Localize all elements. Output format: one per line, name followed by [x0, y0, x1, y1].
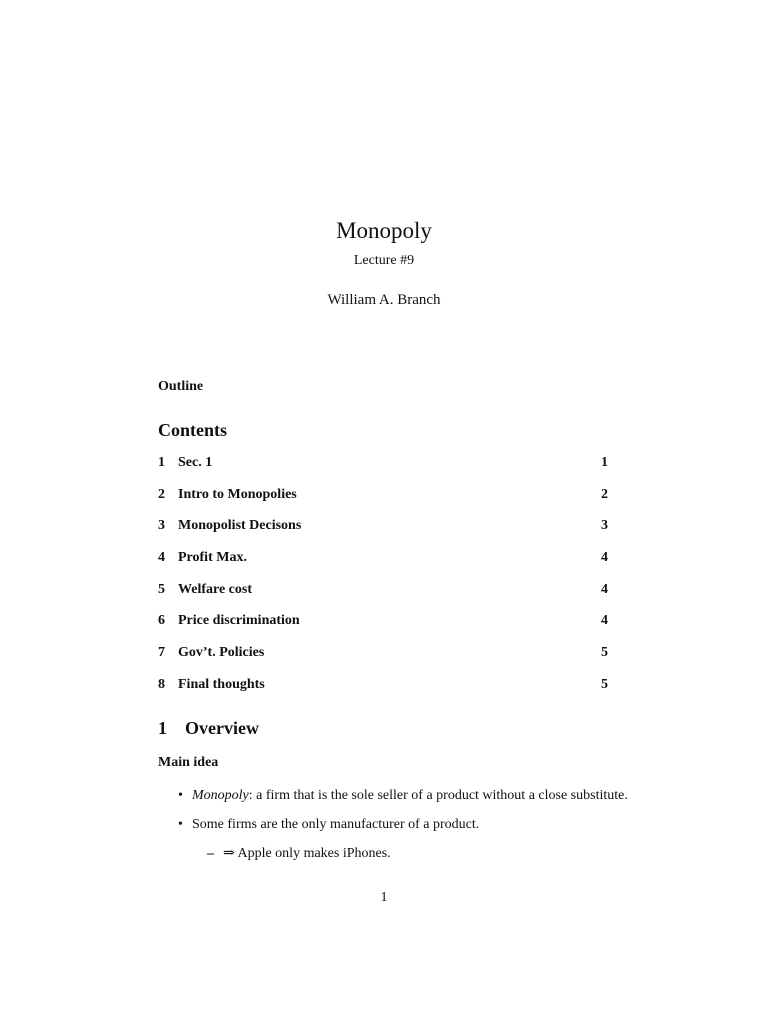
- toc-entry-1[interactable]: [158, 454, 610, 486]
- bullet-text: Some firms are the only manufacturer of a product.: [192, 817, 480, 832]
- toc-label: Gov’t. Policies: [178, 645, 265, 661]
- dash-icon: –: [207, 846, 214, 861]
- bullet-icon: •: [178, 817, 183, 832]
- section-title: Overview: [185, 718, 259, 738]
- toc-entry-3[interactable]: [158, 517, 610, 549]
- toc-page: 5: [601, 676, 608, 692]
- toc-label: Sec. 1: [178, 455, 213, 470]
- toc-entry-6[interactable]: [158, 612, 610, 644]
- toc-number: 1: [158, 455, 165, 470]
- outline-label: Outline: [158, 379, 204, 394]
- bullet-term: Monopoly: [192, 788, 249, 803]
- toc-label: Welfare cost: [178, 581, 252, 597]
- sub-bullet-item: [207, 845, 391, 863]
- toc-number: 4: [158, 550, 165, 566]
- toc-label: Monopolist Decisons: [178, 518, 302, 534]
- document-title: Monopoly: [336, 218, 432, 243]
- toc-page: 3: [601, 518, 608, 534]
- toc-page: 4: [601, 581, 608, 597]
- toc-page: 4: [601, 550, 608, 566]
- bullet-icon: •: [178, 788, 183, 803]
- toc-label: Final thoughts: [178, 676, 265, 692]
- toc-number: 6: [158, 613, 165, 629]
- section-number: 1: [158, 718, 167, 738]
- toc-label: Intro to Monopolies: [178, 486, 297, 502]
- sub-bullet-text: Apple only makes iPhones.: [237, 846, 391, 861]
- subsection-heading: Main idea: [158, 755, 219, 770]
- document-subtitle: Lecture #9: [353, 253, 415, 268]
- toc-label: Profit Max.: [178, 550, 247, 566]
- toc-entry-8[interactable]: [158, 676, 610, 708]
- implies-arrow-icon: ⇒: [223, 846, 235, 861]
- bullet-item: [178, 816, 479, 834]
- toc-page: 5: [601, 645, 608, 661]
- bullet-item: [178, 787, 628, 805]
- toc-page: 1: [601, 455, 608, 470]
- toc-number: 5: [158, 581, 165, 597]
- bullet-text: : a firm that is the sole seller of a product without a close substitute.: [248, 788, 628, 803]
- toc-entry-4[interactable]: [158, 549, 610, 581]
- page-number: 1: [380, 890, 388, 905]
- toc-entry-5[interactable]: [158, 581, 610, 613]
- toc-number: 3: [158, 518, 165, 534]
- toc-number: 2: [158, 486, 165, 502]
- table-of-contents: [158, 454, 610, 708]
- contents-heading: Contents: [158, 420, 228, 440]
- toc-label: Price discrimination: [178, 613, 300, 629]
- toc-entry-7[interactable]: [158, 644, 610, 676]
- toc-number: 7: [158, 645, 165, 661]
- toc-number: 8: [158, 676, 165, 692]
- toc-page: 2: [601, 486, 608, 502]
- document-author: William A. Branch: [327, 292, 441, 308]
- toc-page: 4: [601, 613, 608, 629]
- toc-entry-2[interactable]: [158, 486, 610, 518]
- section-heading: [158, 717, 259, 739]
